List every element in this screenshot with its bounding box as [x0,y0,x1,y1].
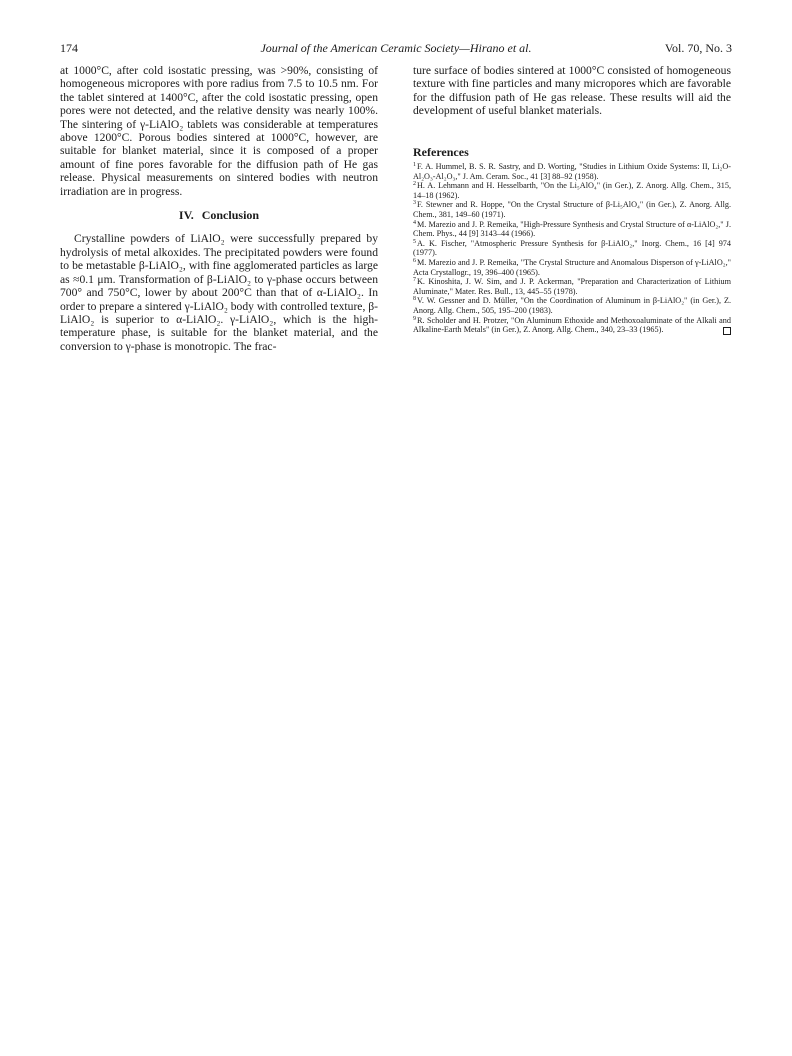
reference-number: 5 [413,238,416,245]
reference-text: A. K. Fischer, "Atmospheric Pressure Synthesis for β-LiAlO₂," Inorg. Chem., 16 [4] 974 (1977). [413,238,731,258]
section-number: IV. [178,208,194,223]
reference-text: V. W. Gessner and D. Müller, "On the Coordination of Aluminum in β-LiAlO₂" (in Ger.), Z. Anorg. Allg. Chem., 505, 195–200 (1983). [413,296,731,315]
reference-item [413,220,731,239]
reference-item [413,277,731,296]
reference-item [413,181,731,200]
volume-issue: Vol. 70, No. 3 [664,41,732,55]
journal-title: Journal of the American Ceramic Society—Hirano et al. [260,41,532,55]
right-column [413,64,731,335]
reference-item [413,258,731,277]
reference-text: R. Scholder and H. Protzer, "On Aluminum Ethoxide and Methoxoaluminate of the Alkali and Alkaline-Earth Metals" (in Ger.), Z. Anorg. Allg. Chem., 340, 23–33 (1965). [413,315,731,335]
running-header [60,40,732,56]
reference-number: 1 [413,162,416,169]
reference-item [413,316,731,335]
reference-item [413,296,731,315]
reference-text: M. Marezio and J. P. Remeika, "The Crystal Structure and Anomalous Disperson of γ-LiAlO₂," Acta Crystallogr., 19, 396–400 (1965). [413,257,731,277]
reference-number: 7 [413,277,416,284]
page-number: 174 [60,41,78,55]
reference-item [413,162,731,181]
left-column [60,64,378,353]
reference-number: 4 [413,219,416,226]
references-heading: References [413,144,469,159]
conclusion-continuation-paragraph: ture surface of bodies sintered at 1000°C consisted of homogeneous texture with fine particles and many micropores which are favorable for the diffusion path of He gas release. These results will aid the development of useful blanket materials. [413,64,731,118]
reference-text: M. Marezio and J. P. Remeika, "High-Pressure Synthesis and Crystal Structure of α-LiAlO₂," J. Chem. Phys., 44 [9] 3143–44 (1966). [413,219,731,239]
reference-text: K. Kinoshita, J. W. Sim, and J. P. Ackerman, "Preparation and Characterization of Lithium Aluminate," Mater. Res. Bull., 13, 445–55 (1978). [413,277,731,296]
reference-text: F. Stewner and R. Hoppe, "On the Crystal Structure of β-Li₅AlO₄" (in Ger.), Z. Anorg. Allg. Chem., 381, 149–60 (1971). [413,200,731,219]
end-of-article-square-icon [723,327,731,335]
reference-text: F. A. Hummel, B. S. R. Sastry, and D. Worting, "Studies in Lithium Oxide Systems: II, Li₂O-Al₂O₃-Al₂O₃," J. Am. Ceram. Soc., 41 [3] 88–92 (1958). [413,162,731,181]
reference-number: 8 [413,296,416,303]
section-title: Conclusion [201,208,260,223]
reference-number: 3 [413,200,416,207]
conclusion-paragraph: Crystalline powders of LiAlO₂ were successfully prepared by hydrolysis of metal alkoxides. The precipitated powders were found to be metastable β-LiAlO₂, with fine agglomerated particles as large as ≈0.1 μm. Transformation of β-LiAlO₂ to γ-phase occurs between 700° and 750°C, lower by about 200°C than that of α-LiAlO₂. In order to prepare a sintered γ-LiAlO₂ body with controlled texture, β-LiAlO₂ is superior to α-LiAlO₂. γ-LiAlO₂, which is the high-temperature phase, is suitable for the blanket material, and the conversion to γ-phase is monotropic. The frac- [60,232,379,353]
reference-text: H. A. Lehmann and H. Hesselbarth, "On the Li₅AlO₄" (in Ger.), Z. Anorg. Allg. Chem., 315, 14–18 (1962). [413,181,731,200]
section-heading-conclusion [60,209,378,222]
reference-item [413,239,731,258]
results-continuation-paragraph: at 1000°C, after cold isostatic pressing, was >90%, consisting of homogeneous micropores with pore radius from 7.5 to 10.5 nm. For the tablet sintered at 1400°C, after the cold isostatic pressing, open pores were not detected, and the relative density was nearly 100%. The sintering of γ-LiAlO₂ tablets was considerable at temperatures above 1200°C. Porous bodies sintered at 1000°C, however, are suitable for blanket material, since it is composed of a proper amount of fine pores favorable for the diffusion path of He gas release. Physical measurements on sintered bodies with neutron irradiation are in progress. [60,64,378,198]
reference-number: 6 [413,257,416,264]
reference-list [413,162,731,335]
reference-number: 9 [413,315,416,322]
reference-number: 2 [413,181,416,188]
reference-item [413,200,731,219]
